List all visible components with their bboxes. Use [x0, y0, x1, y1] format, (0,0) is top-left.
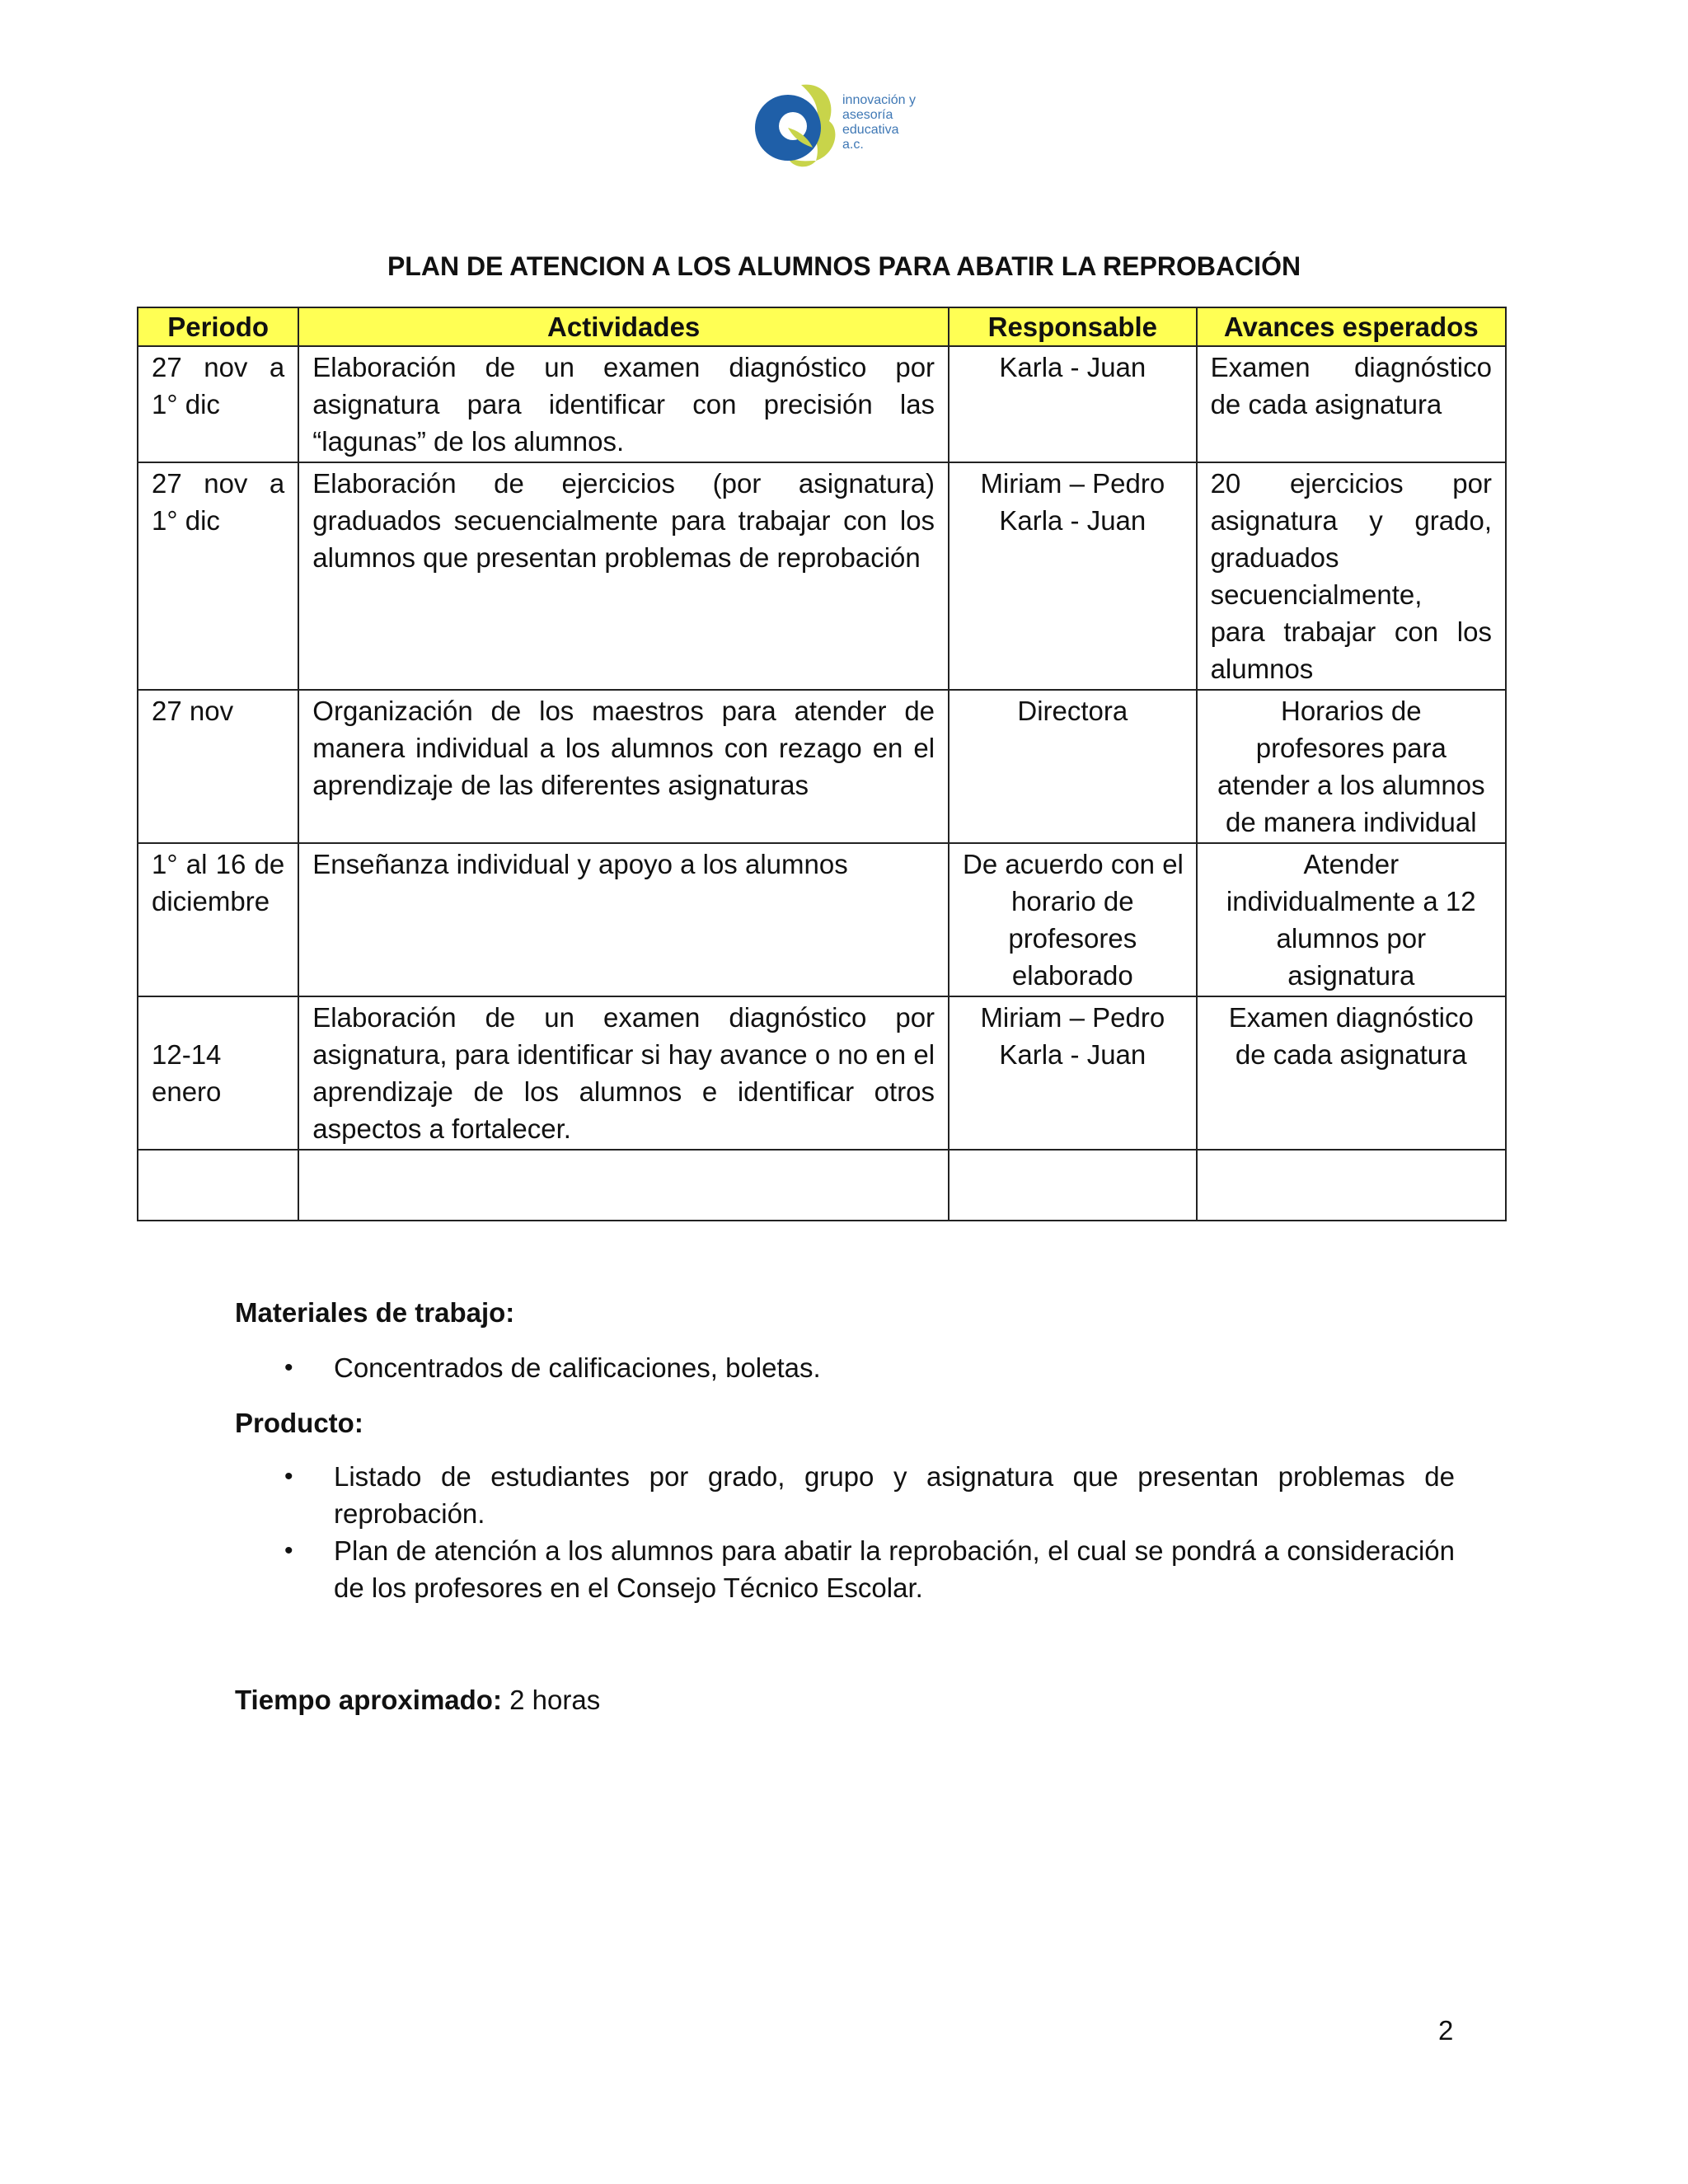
cell-line: secuencialmente,: [1210, 579, 1423, 610]
table-row: [138, 996, 1506, 1150]
cell-actividades: Elaboración de un examen diagnóstico por asignatura para identificar con precisión las “lagunas” de los alumnos.: [298, 346, 949, 462]
cell-periodo: 27 nov: [138, 690, 298, 843]
cell-line: Atender: [1303, 849, 1400, 879]
table-row-empty: [138, 1150, 1506, 1221]
cell-responsable: Karla - Juan: [949, 346, 1197, 462]
cell-responsable: [949, 462, 1197, 690]
cell-line: Miriam – Pedro: [980, 468, 1165, 499]
cell-line: para trabajar con los alumnos: [1210, 616, 1492, 684]
header-responsable: Responsable: [949, 307, 1197, 346]
list-item-text: Plan de atención a los alumnos para abatir la reprobación, el cual se pondrá a consideración de los profesores en el Consejo Técnico Escolar.: [334, 1535, 1455, 1603]
cell-actividades: Enseñanza individual y apoyo a los alumnos: [298, 843, 949, 996]
materiales-label: Materiales de trabajo:: [235, 1297, 515, 1328]
list-item: [235, 1532, 1455, 1606]
cell-responsable: [949, 843, 1197, 996]
tiempo-label: Tiempo aproximado:: [235, 1685, 502, 1715]
cell-periodo: 1° al 16 de diciembre: [138, 843, 298, 996]
cell-line: 12-14: [152, 1039, 222, 1070]
table-row: [138, 843, 1506, 996]
cell-actividades: Elaboración de un examen diagnóstico por asignatura, para identificar si hay avance o no en el aprendizaje de los alumnos e identificar otros aspectos a fortalecer.: [298, 996, 949, 1150]
logo-line: a.c.: [842, 138, 864, 152]
table-header-row: [138, 307, 1506, 346]
cell-line: Miriam – Pedro: [980, 1002, 1165, 1033]
cell-responsable: [949, 996, 1197, 1150]
cell-line: individualmente a 12: [1226, 886, 1476, 916]
cell-line: asignatura: [1287, 960, 1415, 991]
page-number: 2: [1438, 2015, 1454, 2046]
tiempo-value: 2 horas: [509, 1685, 601, 1715]
cell-line: profesores: [1008, 923, 1137, 954]
cell-empty: [138, 1150, 298, 1221]
bullet-icon: •: [284, 1537, 293, 1564]
cell-line: Horarios de: [1281, 696, 1422, 726]
cell-line: enero: [152, 1076, 222, 1107]
cell-empty: [1197, 1150, 1506, 1221]
cell-actividades: Organización de los maestros para atender de manera individual a los alumnos con rezago en el aprendizaje de las diferentes asignaturas: [298, 690, 949, 843]
cell-actividades: Elaboración de ejercicios (por asignatura) graduados secuencialmente para trabajar con los alumnos que presentan problemas de reprobación: [298, 462, 949, 690]
list-item: [235, 1458, 1455, 1532]
cell-empty: [298, 1150, 949, 1221]
logo-line: educativa: [842, 123, 899, 137]
table-row: [138, 346, 1506, 462]
header-avances: Avances esperados: [1197, 307, 1506, 346]
cell-line: 20 ejercicios por asignatura y grado, graduados: [1210, 468, 1492, 573]
list-item-text: Listado de estudiantes por grado, grupo y asignatura que presentan problemas de reprobación.: [334, 1461, 1455, 1529]
plan-table: [137, 307, 1507, 1221]
logo-line: asesoría: [842, 108, 893, 122]
cell-line: atender a los alumnos: [1217, 770, 1485, 800]
cell-line: de cada asignatura: [1235, 1039, 1467, 1070]
cell-line: elaborado: [1011, 960, 1133, 991]
bullet-icon: •: [284, 1463, 293, 1490]
organization-logo: [750, 78, 948, 173]
cell-avances: [1197, 996, 1506, 1150]
cell-avances: [1197, 843, 1506, 996]
tiempo-section: [235, 1681, 1455, 1718]
cell-line: Karla - Juan: [999, 1039, 1146, 1070]
document-title: PLAN DE ATENCION A LOS ALUMNOS PARA ABATIR LA REPROBACIÓN: [387, 251, 1301, 281]
cell-line: de manera individual: [1226, 807, 1477, 837]
cell-periodo: [138, 996, 298, 1150]
producto-list: [235, 1458, 1455, 1606]
list-item: [235, 1349, 1455, 1386]
table-row: [138, 690, 1506, 843]
materiales-list: [235, 1349, 1455, 1386]
bullet-icon: •: [284, 1354, 293, 1381]
table-row: [138, 462, 1506, 690]
producto-label: Producto:: [235, 1408, 363, 1438]
cell-line: De acuerdo con el: [963, 849, 1184, 879]
producto-section: [235, 1404, 1455, 1606]
cell-line: horario de: [1011, 886, 1134, 916]
header-actividades: Actividades: [298, 307, 949, 346]
cell-periodo: 27 nov a 1° dic: [138, 462, 298, 690]
cell-line: Examen diagnóstico: [1228, 1002, 1474, 1033]
cell-avances: [1197, 690, 1506, 843]
header-periodo: Periodo: [138, 307, 298, 346]
cell-responsable: Directora: [949, 690, 1197, 843]
cell-line: alumnos por: [1276, 923, 1427, 954]
cell-line: Karla - Juan: [999, 505, 1146, 536]
cell-line: profesores para: [1255, 733, 1447, 763]
cell-empty: [949, 1150, 1197, 1221]
logo-emblem-icon: [750, 78, 841, 173]
list-item-text: Concentrados de calificaciones, boletas.: [334, 1352, 821, 1383]
logo-text: [842, 93, 916, 152]
cell-avances: Examen diagnóstico de cada asignatura: [1197, 346, 1506, 462]
logo-line: innovación y: [842, 93, 916, 107]
cell-avances: [1197, 462, 1506, 690]
materiales-section: [235, 1294, 1455, 1386]
cell-periodo: 27 nov a 1° dic: [138, 346, 298, 462]
